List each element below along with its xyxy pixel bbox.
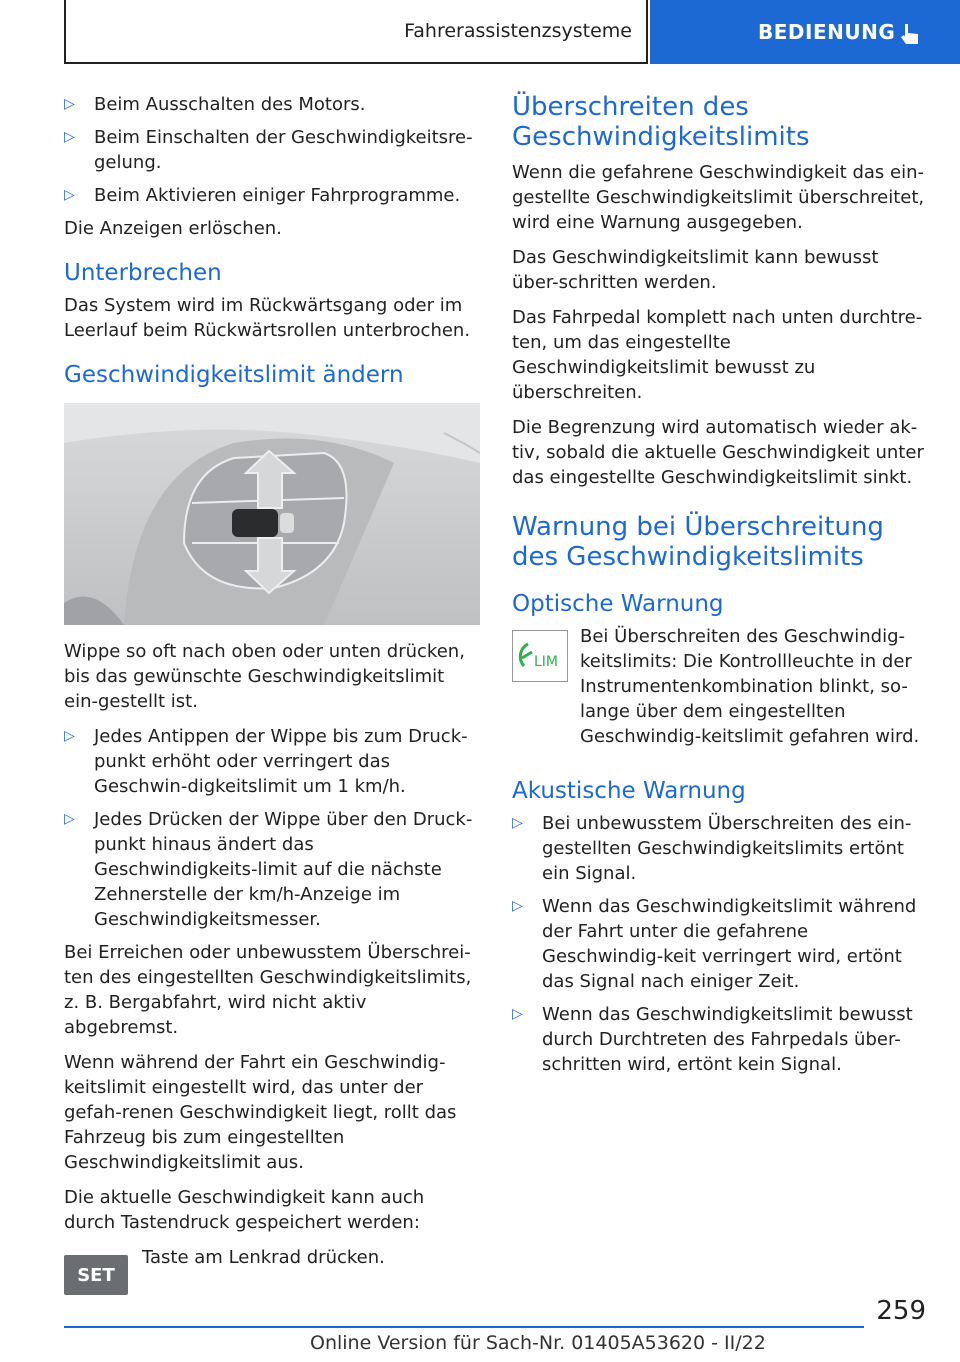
page-number: 259 bbox=[876, 1296, 926, 1326]
lim-warning-row bbox=[512, 624, 928, 759]
svg-text:LIM: LIM bbox=[534, 654, 559, 670]
list-item: ▷ Wenn das Geschwindigkeitslimit bewusst durch Durchtreten des Fahrpedals über-schritten wird, ertönt kein Signal. bbox=[512, 1004, 913, 1075]
bullet-list-rocker bbox=[64, 724, 480, 932]
paragraph: Wenn die gefahrene Geschwindigkeit das ein-gestellte Geschwindigkeitslimit überschreitet, wird eine Warnung ausgegeben. bbox=[512, 162, 925, 233]
steering-wheel-rocker-illustration bbox=[64, 403, 480, 625]
triangle-bullet-icon: ▷ bbox=[512, 815, 523, 831]
paragraph: Das Geschwindigkeitslimit kann bewusst über-schritten werden. bbox=[512, 247, 879, 293]
paragraph: Bei Erreichen oder unbewusstem Überschrei-ten des eingestellten Geschwindigkeitslimits, z. B. Bergabfahrt, wird nicht aktiv abgebremst. bbox=[64, 942, 472, 1038]
lim-indicator-icon bbox=[512, 630, 568, 682]
list-item: ▷ Bei unbewusstem Überschreiten des ein-gestellten Geschwindigkeitslimits ertönt ein Signal. bbox=[512, 813, 912, 884]
footer-text: Online Version für Sach-Nr. 01405A53620 - II/22 bbox=[310, 1332, 766, 1354]
paragraph: Bei Überschreiten des Geschwindig-keitslimits: Die Kontrollleuchte in der Instrumentenkombination blinkt, so-lange über dem eingestellten Geschwindig-keitslimit gefahren wird. bbox=[580, 626, 920, 747]
paragraph: Das Fahrpedal komplett nach unten durchtre-ten, um das eingestellte Geschwindigkeitslimit bewusst zu überschreiten. bbox=[512, 307, 923, 403]
list-item: ▷ Jedes Drücken der Wippe über den Druck-punkt hinaus ändert das Geschwindigkeits-limit auf die nächste Zehnerstelle der km/h-Anzeige im Geschwindigkeitsmesser. bbox=[64, 809, 473, 930]
paragraph: Die Begrenzung wird automatisch wieder ak-tiv, sobald die aktuelle Geschwindigkeit unter das eingestellte Geschwindigkeitslimit sinkt. bbox=[512, 417, 924, 488]
triangle-bullet-icon: ▷ bbox=[64, 811, 75, 827]
page-header bbox=[0, 0, 960, 66]
triangle-bullet-icon: ▷ bbox=[64, 129, 75, 145]
heading-warnung: Warnung bei Überschreitung des Geschwindigkeitslimits bbox=[512, 512, 884, 572]
right-column bbox=[512, 92, 928, 1085]
paragraph: Wippe so oft nach oben oder unten drücken, bis das gewünschte Geschwindigkeitslimit ein-gestellt ist. bbox=[64, 641, 465, 712]
heading-optische-warnung: Optische Warnung bbox=[512, 591, 724, 617]
bullet-list-acoustic bbox=[512, 811, 928, 1077]
heading-unterbrechen: Unterbrechen bbox=[64, 260, 222, 286]
speedometer-lim-icon bbox=[514, 636, 566, 676]
chapter-tab-label: BEDIENUNG bbox=[758, 20, 896, 44]
set-button-row bbox=[64, 1245, 480, 1295]
paragraph: Taste am Lenkrad drücken. bbox=[142, 1247, 385, 1268]
left-column bbox=[64, 92, 480, 1295]
heading-ueberschreiten: Überschreiten des Geschwindigkeitslimits bbox=[512, 92, 810, 152]
triangle-bullet-icon: ▷ bbox=[64, 96, 75, 112]
paragraph: Wenn während der Fahrt ein Geschwindig-keitslimit eingestellt wird, das unter der gefah-renen Geschwindigkeit liegt, rollt das Fahrzeug bis zum eingestellten Geschwindigkeitslimit aus. bbox=[64, 1052, 457, 1173]
heading-akustische-warnung: Akustische Warnung bbox=[512, 778, 746, 804]
set-button-icon: SET bbox=[64, 1255, 128, 1295]
section-title: Fahrerassistenzsysteme bbox=[64, 0, 648, 64]
paragraph: Das System wird im Rückwärtsgang oder im Leerlauf beim Rückwärtsrollen unterbrochen. bbox=[64, 295, 471, 341]
triangle-bullet-icon: ▷ bbox=[512, 1006, 523, 1022]
steering-wheel-rocker-photo bbox=[64, 403, 480, 625]
heading-limit-aendern: Geschwindigkeitslimit ändern bbox=[64, 362, 404, 388]
hand-pointer-icon bbox=[896, 22, 922, 48]
paragraph: Die aktuelle Geschwindigkeit kann auch durch Tastendruck gespeichert werden: bbox=[64, 1187, 425, 1233]
triangle-bullet-icon: ▷ bbox=[64, 187, 75, 203]
list-item: ▷ Beim Ausschalten des Motors. bbox=[64, 94, 366, 115]
triangle-bullet-icon: ▷ bbox=[64, 728, 75, 744]
bullet-list-deactivation bbox=[64, 92, 480, 208]
chapter-tab[interactable] bbox=[650, 0, 960, 64]
list-item: ▷ Beim Einschalten der Geschwindigkeitsre-gelung. bbox=[64, 127, 473, 173]
paragraph: Die Anzeigen erlöschen. bbox=[64, 218, 282, 239]
list-item: ▷ Jedes Antippen der Wippe bis zum Druck-punkt erhöht oder verringert das Geschwin-digkeitslimit um 1 km/h. bbox=[64, 726, 468, 797]
list-item: ▷ Wenn das Geschwindigkeitslimit während der Fahrt unter die gefahrene Geschwindig-keit verringert wird, ertönt das Signal nach einiger Zeit. bbox=[512, 896, 917, 992]
footer-divider bbox=[64, 1326, 864, 1328]
list-item: ▷ Beim Aktivieren einiger Fahrprogramme. bbox=[64, 185, 461, 206]
triangle-bullet-icon: ▷ bbox=[512, 898, 523, 914]
